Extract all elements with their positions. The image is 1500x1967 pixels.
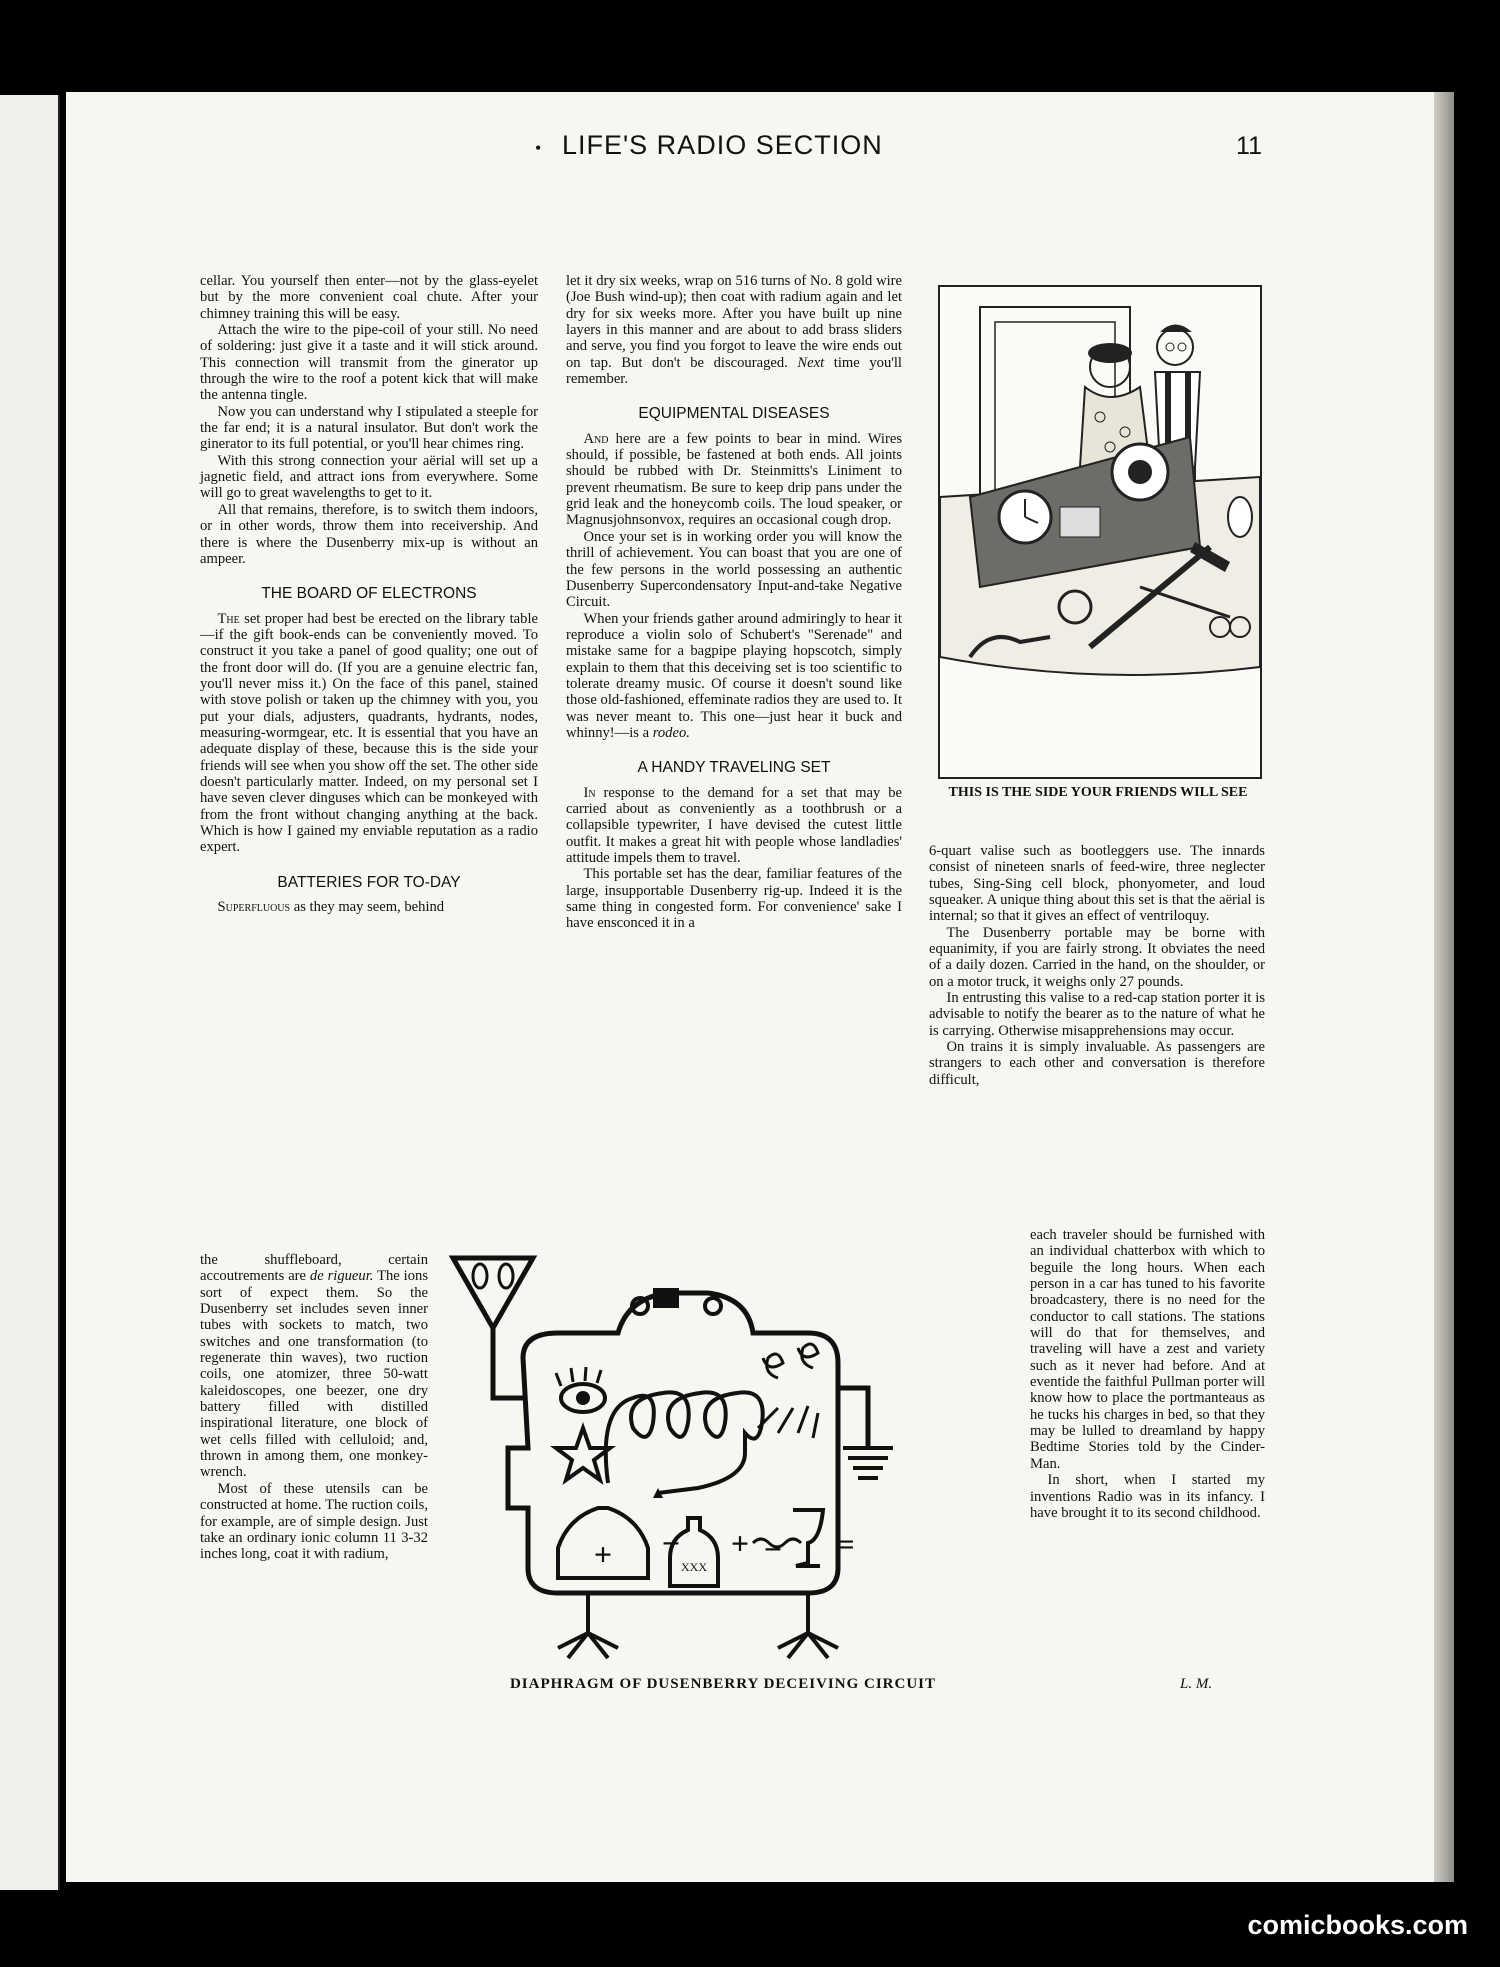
paragraph	[200, 611, 538, 856]
paragraph-text: response to the demand for a set that may be carried about as conveniently as a toothbrush or a collapsible typewriter, I have devised the cutest little outfit. It makes a great hit with people whose landladies' attitude impels them to travel.	[566, 784, 902, 867]
cartoon-illustration	[938, 285, 1262, 779]
paragraph-text: When your friends gather around admiringly to hear it reproduce a violin solo of Schubert's "Serenade" and mistake same for a bagpipe playing hopscotch, simply explain to them that this deceiving set is too scientific to tolerate dreamy music. Of course it doesn't sound like those old-fashioned, effeminate radios they are used to. It was never meant to. This one—just hear it buck and whinny!—is a	[566, 610, 902, 741]
header-bullet: •	[535, 138, 542, 158]
minus-sign-1: −	[661, 1525, 681, 1561]
paragraph-text: the shuffleboard, certain accoutrements are	[200, 1252, 428, 1285]
paragraph	[566, 431, 902, 529]
paragraph: All that remains, therefore, is to switch them indoors, or in other words, throw them into receivership. And there is where the Dusenberry mix-up is without an ampeer.	[200, 501, 538, 567]
bottle-label: XXX	[681, 1560, 707, 1574]
italic-text: rodeo.	[652, 724, 690, 741]
paragraph	[200, 1252, 428, 1481]
paragraph	[200, 899, 538, 915]
paragraph-text: as they may seem, behind	[290, 899, 445, 916]
author-signature: L. M.	[1180, 1676, 1213, 1692]
column-3-lower	[1030, 1227, 1265, 1521]
paragraph	[566, 611, 902, 742]
paragraph	[566, 785, 902, 867]
paragraph: cellar. You yourself then enter—not by the glass-eyelet but by the more convenient coal chute. After your chimney training this will be easy.	[200, 273, 538, 322]
paragraph-text: let it dry six weeks, wrap on 516 turns of No. 8 gold wire (Joe Bush wind-up); then coat with radium again and let dry for six weeks more. After you have built up nine layers in this manner and are about to add brass sliders and serve, you find you forgot to leave the wire ends out on tap. But don't be discouraged.	[566, 273, 902, 371]
column-2	[566, 273, 902, 932]
equals-sign: =	[837, 1528, 855, 1561]
italic-text: de rigueur.	[309, 1268, 374, 1285]
paragraph-text: here are a few points to bear in mind. Wires should, if possible, be fastened at both ends. All joints should be rubbed with Dr. Steinmitts's Liniment to prevent rheumatism. Be sure to keep drip pans under the grid leak and the honeycomb coils. The loud speaker, or Magnusjohnsonvox, requires an occasional cough drop.	[566, 430, 902, 529]
running-header	[200, 130, 1270, 170]
paragraph: The Dusenberry portable may be borne with equanimity, if you are fairly strong. It obviates the need of a daily dozen. Carried in the hand, on the shoulder, or on a motor truck, it weighs only 27 pounds.	[929, 924, 1265, 990]
plus-sign-2: +	[730, 1525, 750, 1561]
section-heading-batteries: BATTERIES FOR TO-DAY	[277, 873, 461, 891]
paragraph-text: time you'll remember.	[566, 354, 902, 388]
column-1-lower	[200, 1252, 428, 1563]
page-edge-shadow	[1434, 92, 1454, 1882]
paragraph: Once your set is in working order you will know the thrill of achievement. You can boast that you are one of the few persons in the world possessing an authentic Dusenberry Supercondensatory Input-and-take Negative Circuit.	[566, 528, 902, 611]
diagram-caption: DIAPHRAGM OF DUSENBERRY DECEIVING CIRCUIT	[509, 1676, 937, 1692]
cartoon-drawing	[940, 287, 1260, 777]
paragraph: This portable set has the dear, familiar features of the large, insupportable Dusenberry rig-up. Indeed it is the same thing in congested form. For convenience' sake I have ensconced it in a	[566, 866, 902, 932]
lead-word: Superfluous	[217, 899, 291, 916]
paragraph: In short, when I started my inventions Radio was in its infancy. I have brought it to its second childhood.	[1030, 1472, 1265, 1521]
section-title: LIFE'S RADIO SECTION	[562, 130, 883, 160]
section-heading-board: THE BOARD OF ELECTRONS	[261, 585, 477, 603]
italic-text: Next	[797, 354, 825, 371]
illustration-caption: THIS IS THE SIDE YOUR FRIENDS WILL SEE	[948, 785, 1248, 800]
column-3	[929, 843, 1265, 1088]
paragraph: each traveler should be furnished with an individual chatterbox with which to beguile the long hours. When each person in a car has tuned to his favorite broadcastery, there is no need for the conductor to call stations. The stations will do that for themselves, and traveling will have a zest and variety such as it never had before. And at eventide the faithful Pullman porter will know how to place the portmanteaus as he tucks his charges in bed, so that they may be lulled to dreamland by happy Bedtime Stories told by the Cinder-Man.	[1030, 1227, 1265, 1472]
page-number: 11	[1236, 132, 1262, 160]
paragraph: Attach the wire to the pipe-coil of your still. No need of soldering: just give it a taste and it will stick around. This connection will transmit from the ginerator up through the wire to the roof a potent kick that will make the antenna tingle.	[200, 322, 538, 404]
paragraph: On trains it is simply invaluable. As passengers are strangers to each other and conversation is therefore difficult,	[929, 1039, 1265, 1088]
paragraph-text: set proper had best be erected on the library table—if the gift book-ends can be conveniently moved. To construct it you take a panel of good quality; one out of the front door will do. (If you are a genuine electric fan, you'll never miss it.) On the face of this panel, stained with stove polish or taken up the chimney with you, you put your dials, adjusters, quadrants, hydrants, nodes, measuring-wormgear, etc. It is essential that you have an adequate display of these, because this is the side your friends will see when you show off the set. The other side doesn't particularly matter. Indeed, on my personal set I have seven clever dinguses which can be monkeyed with from the front without changing anything at the back. Which is how I gained my enviable reputation as a radio expert.	[200, 610, 538, 856]
lead-word: And	[583, 430, 609, 447]
section-heading-traveling: A HANDY TRAVELING SET	[637, 759, 831, 777]
section-heading-equipmental: EQUIPMENTAL DISEASES	[638, 405, 830, 423]
lead-word: The	[217, 610, 240, 627]
paragraph	[566, 273, 902, 387]
paragraph-text: The ions sort of expect them. So the Dusenberry set includes seven inner tubes with sockets to match, two switches and one transformation (to regenerate thin waves), two ruction coils, one atomizer, three 50-watt kaleidoscopes, one beezer, one dry battery filled with distilled inspirational literature, one block of wet cells filled with celluloid; and, thrown in among them, one monkey-wrench.	[200, 1268, 428, 1481]
paragraph: In entrusting this valise to a red-cap station porter it is advisable to notify the bearer as to the nature of what he is carrying. Otherwise misapprehensions may occur.	[929, 990, 1265, 1039]
paragraph: Now you can understand why I stipulated a steeple for the far end; it is a natural insulator. But don't work the ginerator to its full potential, or you'll hear chimes ring.	[200, 403, 538, 453]
column-1	[200, 273, 538, 915]
minus-sign-2: −	[763, 1531, 783, 1567]
paragraph: With this strong connection your aërial will set up a jagnetic field, and attract ions from everywhere. Some will go to great wavelengths to get to it.	[200, 452, 538, 502]
left-page-edge	[0, 95, 60, 1890]
plus-sign-1: +	[593, 1536, 613, 1572]
circuit-drawing	[448, 1248, 998, 1668]
lead-word: In	[583, 784, 596, 801]
paragraph: Most of these utensils can be constructed at home. The ruction coils, for example, are of simple design. Just take an ordinary ionic column 11 3-32 inches long, coat it with radium,	[200, 1480, 428, 1563]
circuit-diagram	[448, 1248, 998, 1668]
watermark: comicbooks.com	[1247, 1910, 1468, 1940]
paragraph: 6-quart valise such as bootleggers use. The innards consist of nineteen snarls of feed-wire, three neglecter tubes, Sing-Sing cell block, phonyometer, and loud squeaker. A unique thing about this set is that the aërial is internal; so that it gives an effect of ventriloquy.	[929, 843, 1265, 925]
